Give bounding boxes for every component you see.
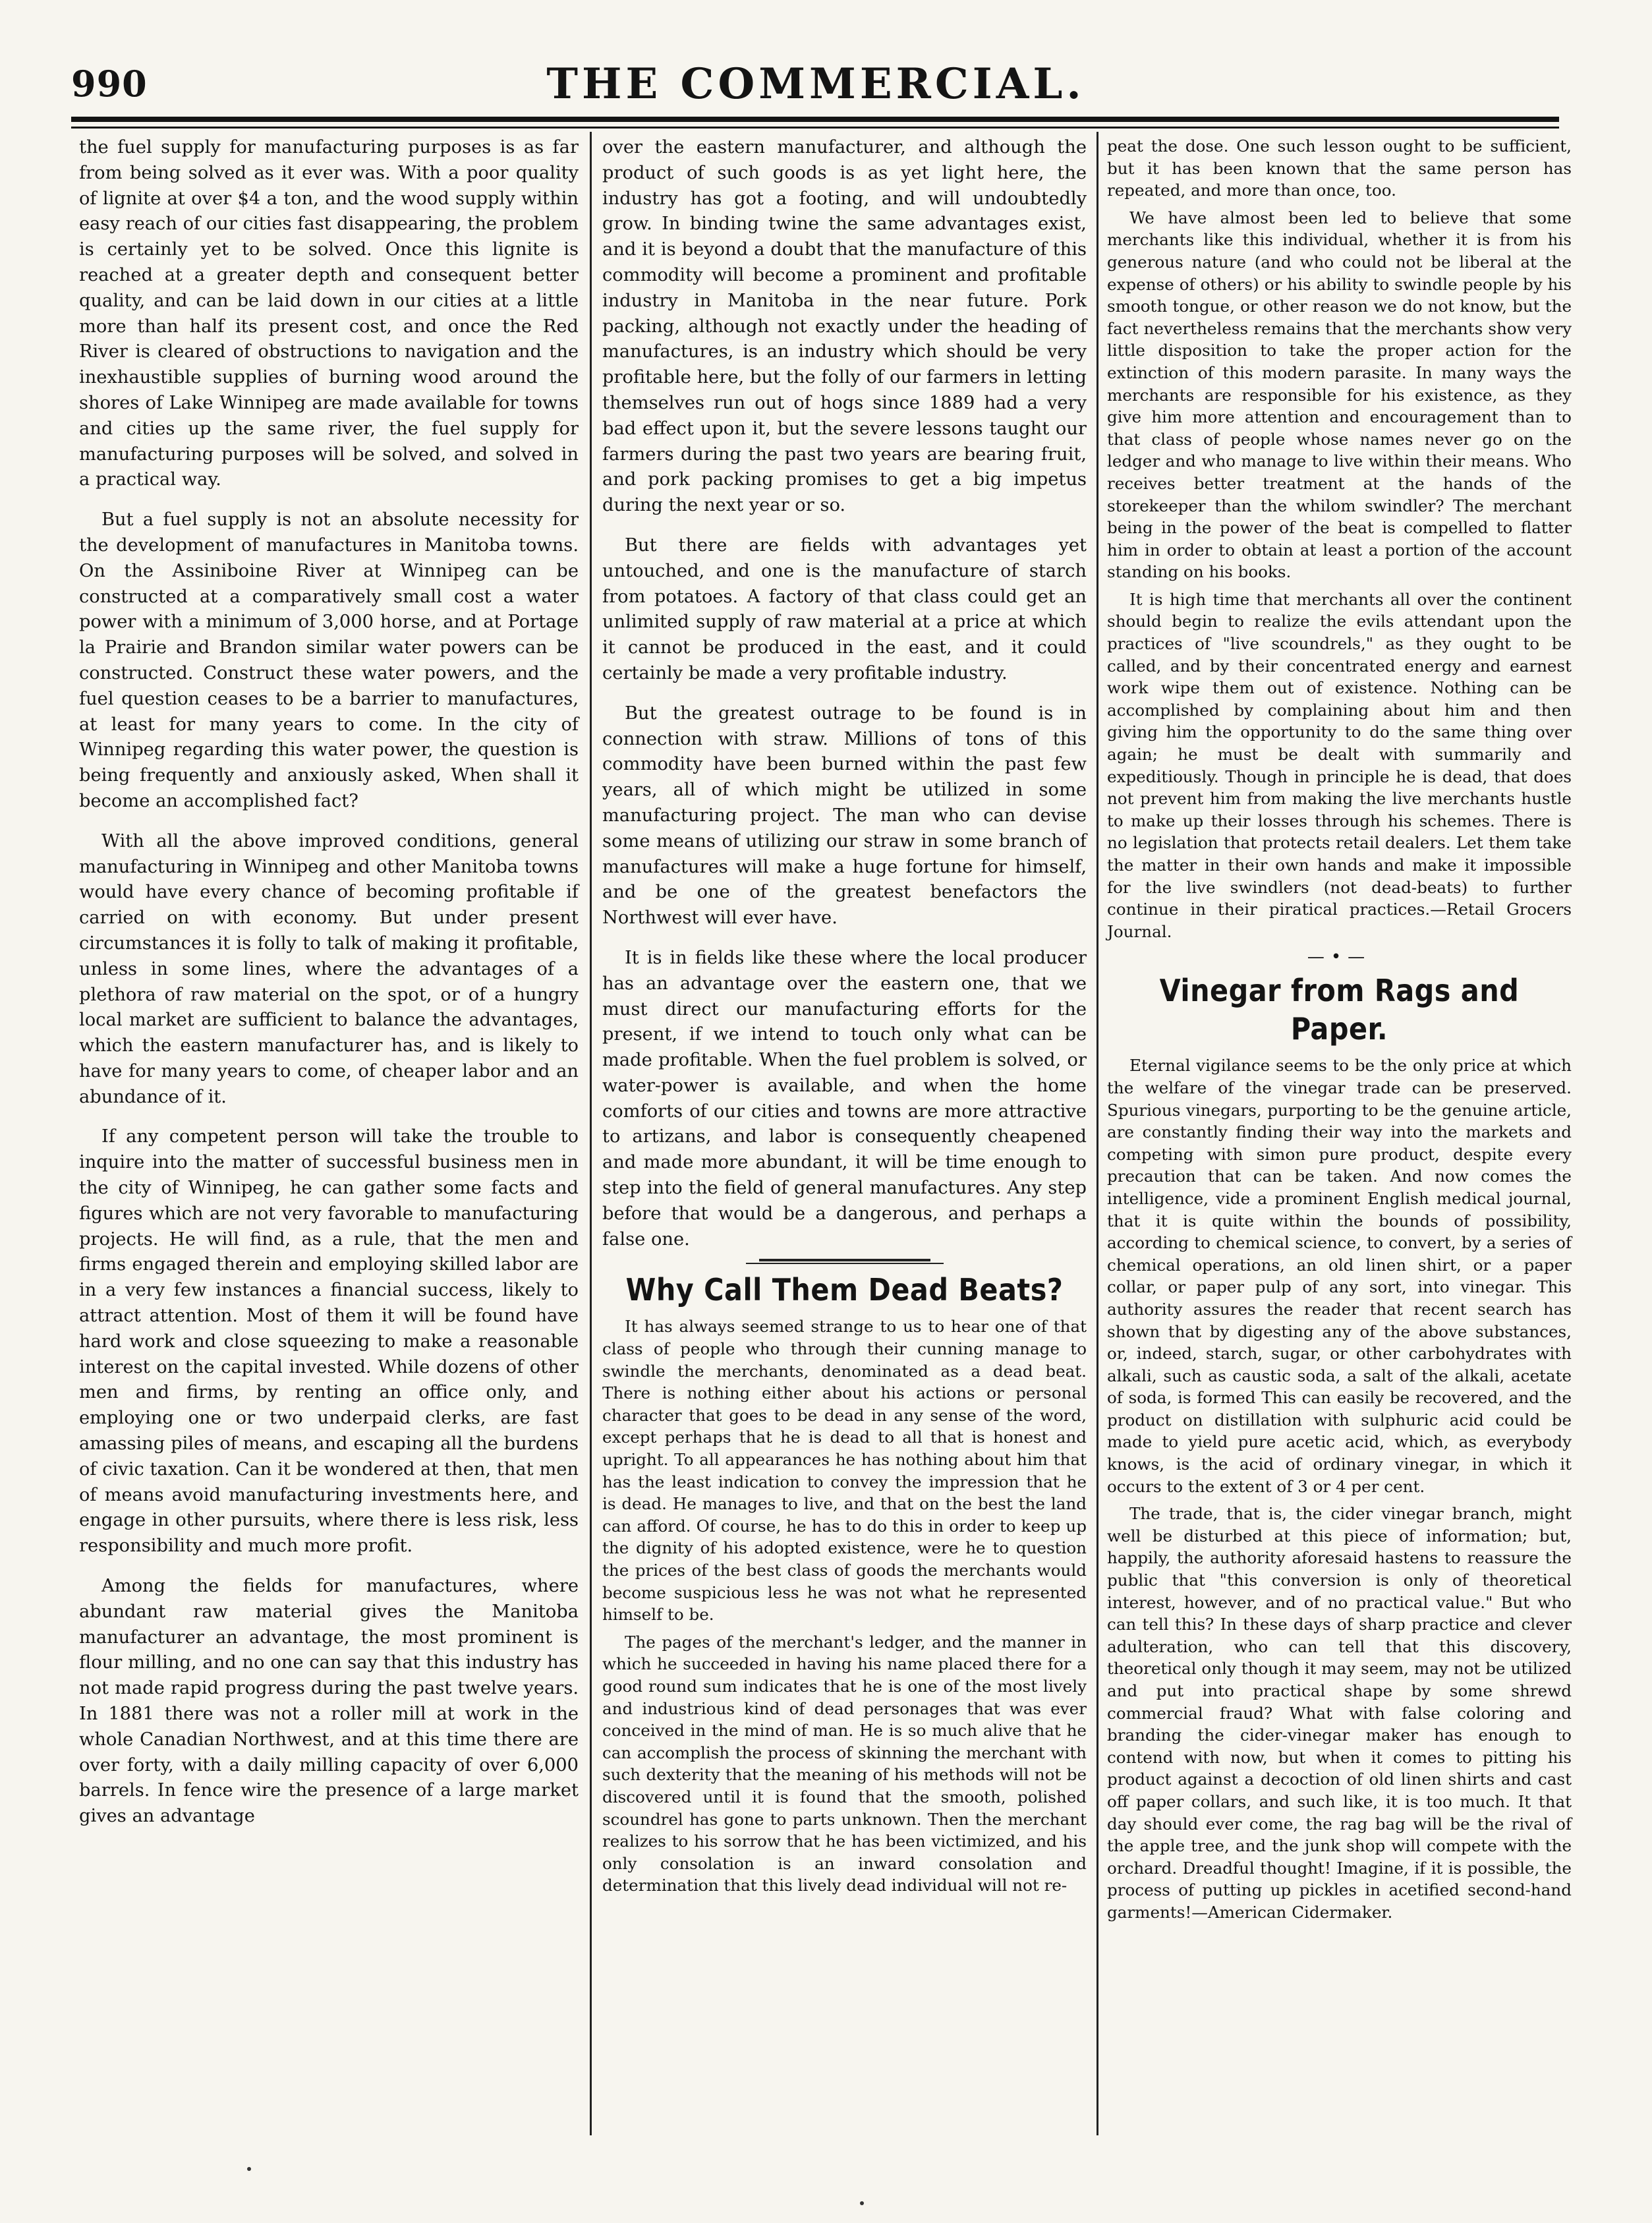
article-paragraph: It is high time that merchants all over the continent should begin to realize the evils attendant upon the practices of "live scoundrels," as they ought to be called, and by their concentrated energy and earnest work wipe them out of existence. Nothing can be accomplished by complaining about him and then giving him the opportunity to do the same thing over again; he must be dealt with summarily and expeditiously. Though in principle he is dead, that does not prevent him from making the live merchants hustle to make up their losses through his schemes. There is no legislation that protects retail dealers. Let them take the matter in their own hands and make it impossible for the live swindlers (not dead-beats) to further continue in their piratical practices.—Retail Grocers Journal. [1107,589,1572,941]
article-dead-beats-continued [1107,135,1572,942]
article-paragraph: But there are fields with advantages yet untouched, and one is the manufacture of starch from potatoes. A factory of that class could get an unlimited supply of raw material at a price at which it cannot be produced in the east, and it could certainly be made a very profitable industry. [602,534,1087,683]
print-speck [860,2201,864,2205]
section-rule [759,1259,930,1261]
header-rule-thick [71,117,1559,122]
column-2 [602,135,1087,1897]
article-vinegar [1107,1054,1572,1923]
article-paragraph: peat the dose. One such lesson ought to be sufficient, but it has been known that the same person has repeated, and more than once, too. [1107,136,1572,200]
column-3 [1107,135,1572,1924]
header-rule-thin [71,127,1559,129]
column-divider-2 [1097,132,1098,2135]
column-1 [79,135,579,1830]
article-dead-beats [602,1315,1087,1896]
article-paragraph: It is in fields like these where the local producer has an advantage over the eastern one, that we must direct our manufacturing efforts for the present, if we intend to touch only what can be made profitable. When the fuel problem is solved, or water-power is available, and when the home comforts of our cities and towns are more attractive to artizans, and labor is consequently cheapened and made more abundant, it will be time enough to step into the field of general manufactures. Any step before that would be a dangerous, and perhaps a false one. [602,947,1087,1250]
article-continuation [602,135,1087,1252]
column-divider-1 [590,132,592,2135]
article-paragraph: But a fuel supply is not an absolute necessity for the development of manufactures in Manitoba towns. On the Assiniboine River at Winnipeg can be constructed at a comparatively small cost a water power with a minimum of 3,000 horse, and at Portage la Prairie and Brandon similar water powers can be constructed. Construct these water powers, and the fuel question ceases to be a barrier to manufactures, at least for many years to come. In the city of Winnipeg regarding this water power, the question is being frequently and anxiously asked, When shall it become an accomplished fact? [79,509,579,811]
article-paragraph: But the greatest outrage to be found is in connection with straw. Millions of tons of this commodity have been burned within the past few years, all of which might be utilized in some manufacturing project. The man who can devise some means of utilizing our straw in some branch of manufactures will make a huge fortune for himself, and be one of the greatest benefactors the Northwest will ever have. [602,703,1087,929]
print-speck [247,2167,251,2171]
section-rule [746,1263,944,1264]
article-paragraph: the fuel supply for manufacturing purposes is as far from being solved as it ever was. With a poor quality of lignite at over $4 a ton, and the wood supply within easy reach of our cities fast disappearing, the problem is certainly yet to be solved. Once this lignite is reached at a greater depth and consequent better quality, and can be laid down in our cities at a little more than half its present cost, and once the Red River is cleared of obstructions to navigation and the inexhaustible supplies of burning wood around the shores of Lake Winnipeg are made available for towns and cities up the same river, the fuel supply for manufacturing purposes will be solved, and solved in a practical way. [79,137,579,490]
page-number: 990 [71,63,148,105]
article-paragraph: Among the fields for manufactures, where abundant raw material gives the Manitoba manufacturer an advantage, the most prominent is flour milling, and no one can say that this industry has not made rapid progress during the past twelve years. In 1881 there was not a roller mill at work in the whole Canadian Northwest, and at this time there are over forty, with a daily milling capacity of over 6,000 barrels. In fence wire the presence of a large market gives an advantage [79,1576,579,1827]
article-paragraph: It has always seemed strange to us to hear one of that class of people who through their cunning manage to swindle the merchants, denominated as a dead beat. There is nothing either about his actions or personal character that goes to be dead in any sense of the word, except perhaps that he is dead to all that is honest and upright. To all appearances he has nothing about him that has the least indication to convey the impression that he is dead. He manages to live, and that on the best the land can afford. Of course, he has to do this in order to keep up the dignity of his adopted existence, were he to question the prices of the best class of goods the merchants would become suspicious less he was not what he represented himself to be. [602,1317,1087,1625]
article-paragraph: The trade, that is, the cider vinegar branch, might well be disturbed at this piece of information; but, happily, the authority aforesaid hastens to reassure the public that "this conversion is only of theoretical interest, however, and of no practical value." But who can tell this? In these days of sharp practice and clever adulteration, who can tell that this discovery, theoretical only though it may seem, may not be utilized and put into practical shape by some shrewd commercial fraud? What with false coloring and branding the cider-vinegar maker has enough to contend with now, but when it comes to pitting his product against a decoction of old linen shirts and cast off paper collars, and such like, it is too much. It that day should ever come, the rag bag will be the rival of the apple tree, and the junk shop will compete with the orchard. Dreadful thought! Imagine, if it is possible, the process of putting up pickles in acetified second-hand garments!—American Cidermaker. [1107,1504,1572,1922]
article-paragraph: If any competent person will take the trouble to inquire into the matter of successful business men in the city of Winnipeg, he can gather some facts and figures which are not very favorable to manufacturing projects. He will find, as a rule, that the men and firms engaged therein and employing skilled labor are in a very few instances a financial success, likely to attract attention. Most of them it will be found have hard work and close squeezing to make a reasonable interest on the capital invested. While dozens of other men and firms, by renting an office only, and employing one or two underpaid clerks, are fast amassing piles of means, and escaping all the burdens of civic taxation. Can it be wondered at then, that men of means avoid manufacturing investments here, and engage in other pursuits, where there is less risk, less responsibility and much more profit. [79,1126,579,1557]
section-ornament: —•— [1307,947,1372,967]
article-paragraph: over the eastern manufacturer, and although the product of such goods is as yet light here, the industry has got a footing, and will undoubtedly grow. In binding twine the same advantages exist, and it is beyond a doubt that the manufacture of this commodity will become a prominent and profitable industry in Manitoba in the near future. Pork packing, although not exactly under the heading of manufactures, is an industry which should be very profitable here, but the folly of our farmers in letting themselves run out of hogs since 1889 had a very bad effect upon it, but the severe lessons taught our farmers during the past two years are bearing fruit, and pork packing promises to get a big impetus during the next year or so. [602,137,1087,516]
article-paragraph: We have almost been led to believe that some merchants like this individual, whether it is from his generous nature (and who could not be liberal at the expense of others) or his ability to swindle people by his smooth tongue, or other reason we do not know, but the fact nevertheless remains that the merchants show very little disposition to take the proper action for the extinction of this modern parasite. In many ways the merchants are responsible for his existence, as they give him more attention and encouragement than to that class of people whose names never go on the ledger and who manage to live within their means. Who receives better treatment at the hands of the storekeeper than the whilom swindler? The merchant being in the power of the beat is compelled to flatter him in order to obtain at least a portion of the account standing on his books. [1107,208,1572,582]
headline-vinegar: Vinegar from Rags and Paper. [1159,973,1520,1047]
article-paragraph: With all the above improved conditions, general manufacturing in Winnipeg and other Manitoba towns would have every chance of becoming profitable if carried on with economy. But under present circumstances it is folly to talk of making it profitable, unless in some lines, where the advantages of a plethora of raw material on the spot, or of a hungry local market are sufficient to balance the advantages, which the eastern manufacturer has, and is likely to have for many years to come, of cheaper labor and an abundance of it. [79,830,579,1107]
masthead-title: THE COMMERCIAL. [546,59,1085,109]
article-paragraph: Eternal vigilance seems to be the only price at which the welfare of the vinegar trade can be preserved. Spurious vinegars, purporting to be the genuine article, are constantly finding their way into the markets and competing with simon pure product, despite every precaution that can be taken. And now comes the intelligence, vide a prominent English medical journal, that it is quite within the bounds of possibility, according to chemical science, to convert, by a series of chemical operations, an old linen shirt, or a paper collar, or paper pulp of any sort, into vinegar. This authority assures the reader that recent search has shown that by digesting any of the above substances, or, indeed, starch, sugar, or other carbohydrates with alkali, such as caustic soda, a salt of the alkali, acetate of soda, is formed This can easily be recovered, and the product on distillation with sulphuric acid could be made to yield pure acetic acid, which, as everybody knows, is the acid of ordinary vinegar, in which it occurs to the extent of 3 or 4 per cent. [1107,1056,1572,1496]
headline-dead-beats: Why Call Them Dead Beats? [625,1272,1064,1308]
article-paragraph: The pages of the merchant's ledger, and the manner in which he succeeded in having his name placed there for a good round sum indicates that he is one of the most lively and industrious kind of dead personages that was ever conceived in the mind of man. He is so much alive that he can accomplish the process of skinning the merchant with such dexterity that the meaning of his methods will not be discovered until it is found that the smooth, polished scoundrel has gone to parts unknown. Then the merchant realizes to his sorrow that he has been victimized, and his only consolation is an inward consolation and determination that this lively dead individual will not re- [602,1632,1087,1895]
